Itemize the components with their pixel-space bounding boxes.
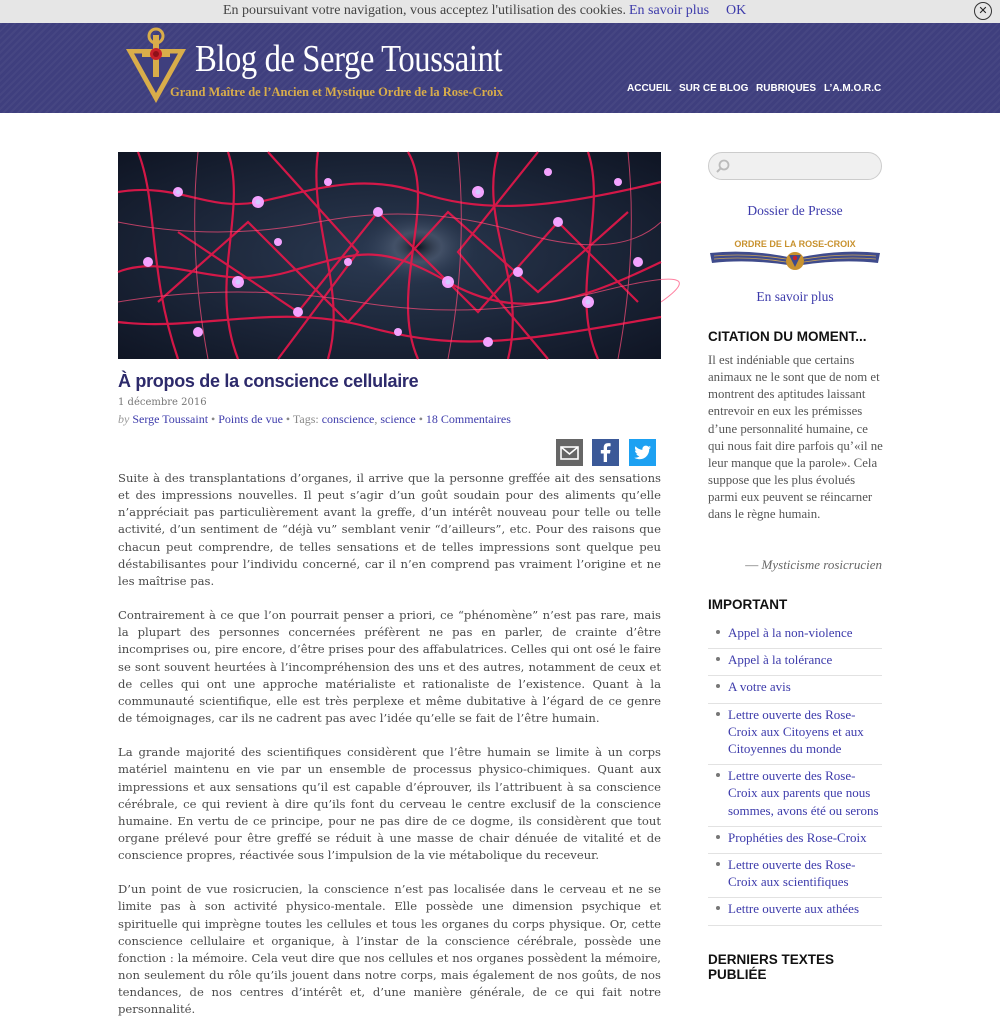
post-paragraph: La grande majorité des scientifiques considèrent que l’être humain se limite à un corps matériel maintenu en vie par un ensemble de processus physico-chimiques. Quant aux impressions et aux sensations qu’il est capable d’éprouver, ils l’attribuent à sa conscience cérébrale, ce qui revient à dire qu’ils font du cerveau le centre exclusif de la conscience humaine. En vertu de ce principe, pour ne pas dire de ce dogme, ils considèrent que tout organe prélevé pour être greffé se réduit à une masse de chair dénuée de vitalité et de conscience propres, réactivée sous l’impulsion de la vie métabolique du receveur. bbox=[118, 745, 661, 863]
post-date: 1 décembre 2016 bbox=[118, 397, 207, 408]
quote-widget-title: CITATION DU MOMENT... bbox=[708, 329, 867, 344]
post-paragraph: Suite à des transplantations d’organes, il arrive que la personne greffée ait des sensations et des impressions nouvelles. Il peut s’agir d’un goût soudain pour des aliments qu’elle n’appréciait pas particulièrement avant la greffe, d’un intérêt nouveau pour telle ou telle activité, d’un sentiment de “déjà vu” semblant venir “d’ailleurs”, etc. Pour des raisons que chacun peut comprendre, de telles sensations et de telles impressions sont quelque peu déstabilisantes pour l’individu concerné, car il n’en comprend pas vraiment l’origine et ne les maîtrise pas. bbox=[118, 471, 661, 588]
important-link[interactable]: Prophéties des Rose-Croix bbox=[728, 829, 867, 845]
cookie-message: En poursuivant votre navigation, vous acceptez l'utilisation des cookies. bbox=[223, 3, 626, 18]
rose-croix-banner-image[interactable] bbox=[708, 237, 882, 277]
cookie-bar bbox=[0, 0, 1000, 23]
post-meta: by Serge Toussaint • Points de vue • Tags: conscience, science • 18 Commentaires bbox=[118, 412, 511, 426]
site-header bbox=[0, 23, 1000, 113]
important-link[interactable]: Lettre ouverte des Rose-Croix aux Citoyens et aux Citoyennes du monde bbox=[728, 706, 864, 757]
list-item bbox=[708, 855, 882, 898]
latest-widget-title: DERNIERS TEXTES PUBLIÉE bbox=[708, 952, 835, 982]
author-link[interactable]: Serge Toussaint bbox=[132, 412, 209, 426]
nav-item-accueil[interactable]: ACCUEIL bbox=[627, 83, 672, 94]
important-link[interactable]: A votre avis bbox=[728, 679, 791, 695]
cookie-more-link[interactable]: En savoir plus bbox=[629, 3, 710, 18]
order-banner-text: ORDRE DE LA ROSE-CROIX bbox=[734, 239, 856, 249]
post-hero-image bbox=[118, 152, 661, 359]
comments-link[interactable]: 18 Commentaires bbox=[425, 412, 511, 426]
list-item bbox=[708, 623, 882, 649]
cookie-ok-button[interactable]: OK bbox=[726, 3, 747, 18]
post-title[interactable]: À propos de la conscience cellulaire bbox=[118, 371, 419, 391]
important-link[interactable]: Lettre ouverte des Rose-Croix aux parents que nous sommes, avons été ou serons bbox=[728, 768, 879, 818]
quote-source-title: Mysticisme rosicrucien bbox=[761, 557, 882, 572]
by-label: by bbox=[118, 412, 130, 426]
post-paragraph: D’un point de vue rosicrucien, la conscience n’est pas localisée dans le cerveau et ne se limite pas à son activité physico-mentale. Elle possède une dimension psychique et spirituelle qui imprègne toutes les cellules et tous les organes du corps physique. Or, cette conscience cellulaire et organique, à l’instar de la conscience cérébrale, possède une fonction : la mémoire. Cela veut dire que nos cellules et nos organes possèdent la mémoire, non seulement du rôle qu’ils jouent dans notre corps, mais également de nos goûts, de nos tendances, de nos centres d’intérêt et, d’une manière générale, de ce qui fait notre personnalité. bbox=[118, 882, 661, 1017]
list-item bbox=[708, 828, 882, 854]
nav-item-sur-ce-blog[interactable]: SUR CE BLOG bbox=[679, 83, 749, 94]
nav-item-rubriques[interactable]: RUBRIQUES bbox=[756, 83, 817, 94]
twitter-icon[interactable] bbox=[629, 439, 656, 466]
important-link[interactable]: Appel à la tolérance bbox=[728, 652, 833, 668]
list-item bbox=[708, 766, 882, 827]
nav-item-amorc[interactable]: L’A.M.O.R.C bbox=[824, 83, 882, 94]
list-item bbox=[708, 650, 882, 676]
important-list bbox=[708, 623, 882, 927]
close-icon[interactable]: ✕ bbox=[974, 2, 992, 20]
list-item bbox=[708, 899, 882, 925]
search-input[interactable] bbox=[708, 152, 882, 180]
facebook-icon[interactable] bbox=[592, 439, 619, 466]
important-widget-title: IMPORTANT bbox=[708, 597, 788, 612]
important-link[interactable]: Lettre ouverte aux athées bbox=[728, 901, 860, 917]
important-link[interactable]: Appel à la non-violence bbox=[728, 625, 853, 640]
quote-dash: — bbox=[745, 557, 759, 572]
press-kit-link[interactable]: Dossier de Presse bbox=[747, 203, 843, 218]
important-link[interactable]: Lettre ouverte des Rose-Croix aux scientifiques bbox=[728, 857, 856, 890]
quote-text: Il est indéniable que certains animaux ne le sont que de nom et montrent des aptitudes laissant entrevoir en eux les prémisses d’une personnalité humaine, ce qui nous fait dire parfois qu’«il ne leur manque que la parole». Cela suppose que les plus évolués parmi eux peuvent se réincarner dans le règne humain. bbox=[708, 353, 883, 522]
quote-source bbox=[708, 557, 882, 573]
post-content bbox=[118, 470, 661, 1036]
site-subtitle: Grand Maître de l’Ancien et Mystique Ordre de la Rose-Croix bbox=[170, 85, 503, 99]
tags-label: Tags: bbox=[292, 412, 319, 426]
category-link[interactable]: Points de vue bbox=[218, 412, 283, 426]
tag-link-conscience[interactable]: conscience bbox=[321, 412, 375, 426]
search-icon bbox=[715, 158, 731, 174]
order-more-link[interactable]: En savoir plus bbox=[756, 289, 834, 304]
list-item bbox=[708, 677, 882, 703]
tag-link-science[interactable]: science bbox=[380, 412, 416, 426]
email-icon[interactable] bbox=[556, 439, 583, 466]
post-paragraph: Contrairement à ce que l’on pourrait penser a priori, ce “phénomène” n’est pas rare, mais la plupart des personnes concernées préfèrent ne pas en parler, de crainte d’être incomprises ou, pire encore, d’être prises pour des affabulatrices. Celles qui ont osé le faire se sont souvent heurtées à l’incompréhension des uns et des autres, notamment de ceux et de celles qui ont une approche matérialiste et rationaliste de l’existence. Quant à la communauté scientifique, elle est très perplexe et même dubitative à l’égard de ce genre de témoignages, car ils ne cadrent pas avec l’idée qu’elle se fait de l’être humain. bbox=[118, 608, 661, 726]
site-title[interactable]: Blog de Serge Toussaint bbox=[195, 38, 503, 80]
list-item bbox=[708, 705, 882, 766]
